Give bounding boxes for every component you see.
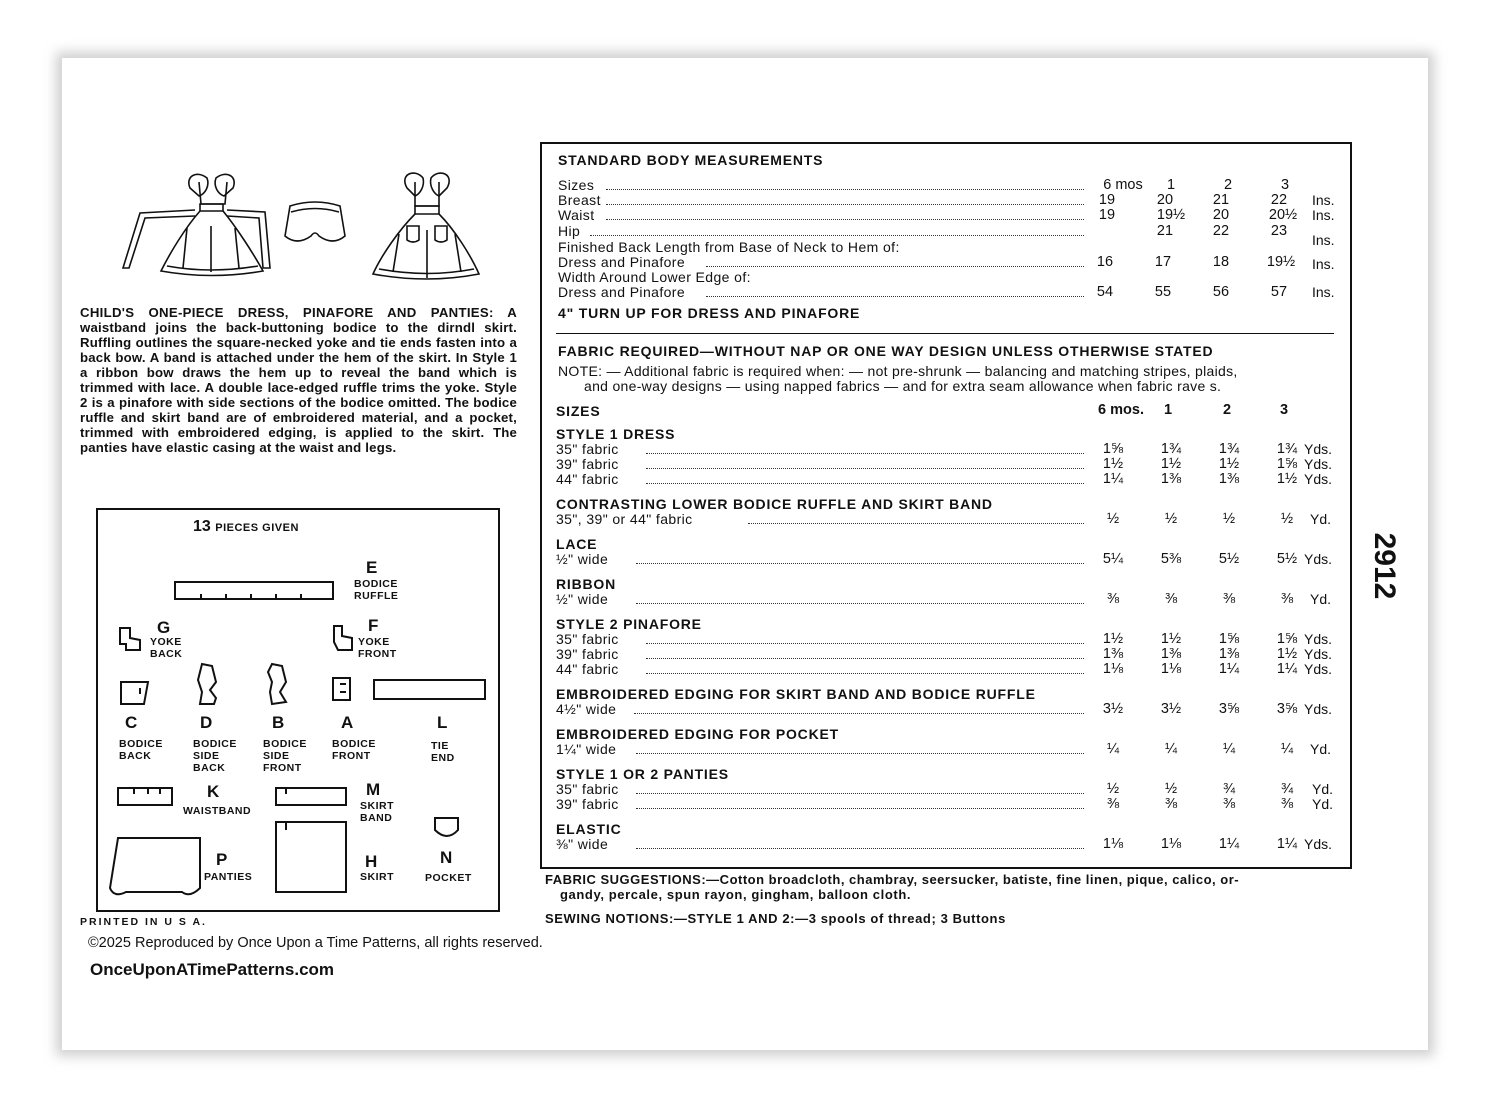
measurement-label: Hip [558,223,581,239]
fabric-value: ½ [1106,511,1120,527]
fabric-size-header: 2 [1222,402,1232,418]
fabric-value: 1⅛ [1160,836,1182,852]
fabric-row-label: 4½" wide [556,701,617,717]
piece-n-shape [435,818,458,836]
back-length-label: Dress and Pinafore [558,254,686,270]
measurement-value: 54 [1096,284,1114,300]
fabric-unit: Yds. [1304,631,1333,647]
size-header: 6 mos [1103,177,1143,193]
fabric-value: 3⅝ [1276,701,1298,717]
leader-dots [706,296,1084,297]
piece-k-shape [118,788,172,805]
fabric-value: ⅜ [1222,591,1236,607]
fabric-value: ⅜ [1164,591,1178,607]
measurement-value: 19½ [1266,254,1296,270]
piece-m-shape [276,788,346,805]
leader-dots [706,266,1084,267]
fabric-row-label: 35" fabric [556,441,619,457]
fabric-unit: Yds. [1304,661,1333,677]
piece-d-label: BODICE SIDE BACK [193,738,237,774]
leader-dots [636,753,1084,754]
fabric-note-line1: NOTE: — Additional fabric is required when: — not pre-shrunk — balancing and matching stripes, plaids, [558,363,1238,379]
fabric-unit: Yds. [1304,836,1333,852]
fabric-suggestions-line2: gandy, percale, spun rayon, gingham, balloon cloth. [560,887,912,902]
leader-dots [606,204,1084,205]
fabric-value: ⅜ [1106,796,1120,812]
garment-illustrations [115,168,515,286]
measurement-label: Waist [558,207,595,223]
fabric-section-title: EMBROIDERED EDGING FOR POCKET [556,726,839,742]
measurement-value: 20½ [1268,207,1298,223]
piece-c-shape [121,682,148,704]
fabric-section-title: EMBROIDERED EDGING FOR SKIRT BAND AND BODICE RUFFLE [556,686,1036,702]
fabric-unit: Yd. [1310,741,1332,757]
fabric-value: ¼ [1280,741,1294,757]
fabric-value: 1¼ [1218,661,1240,677]
piece-c-letter: C [125,713,138,732]
fabric-value: ¾ [1222,781,1236,797]
leader-dots [636,563,1084,564]
fabric-value: 1⅛ [1160,661,1182,677]
fabric-value: 1⅜ [1218,471,1240,487]
measurement-value: 21 [1212,192,1230,208]
measurement-value: 19½ [1156,207,1186,223]
piece-p-shape [110,838,200,894]
fabric-value: 1⅜ [1218,646,1240,662]
piece-a-letter: A [341,713,354,732]
section-divider [556,333,1334,334]
fabric-value: 1¼ [1102,471,1124,487]
back-length-heading: Finished Back Length from Base of Neck to Hem of: [558,239,900,255]
leader-dots [636,808,1084,809]
copyright-notice: ©2025 Reproduced by Once Upon a Time Patterns, all rights reserved. [88,935,543,951]
fabric-unit: Yd. [1310,511,1332,527]
fabric-value: 1½ [1276,646,1298,662]
fabric-value: 1½ [1160,631,1182,647]
measurement-value: 55 [1154,284,1172,300]
measurement-value: 23 [1270,223,1288,239]
width-heading: Width Around Lower Edge of: [558,269,751,285]
piece-k-letter: K [207,782,220,801]
piece-f-label: YOKE FRONT [358,636,397,660]
piece-h-letter: H [365,852,378,871]
piece-l-letter: L [437,713,448,732]
leader-dots [636,848,1084,849]
fabric-value: 3½ [1160,701,1182,717]
measurement-value: 20 [1156,192,1174,208]
measurement-unit: Ins. [1312,232,1335,248]
fabric-value: 1⅜ [1102,646,1124,662]
fabric-section-title: LACE [556,536,598,552]
fabric-row-label: ½" wide [556,551,609,567]
fabric-section-title: RIBBON [556,576,617,592]
pattern-description [80,305,517,455]
fabric-row-label: 35" fabric [556,781,619,797]
piece-c-label: BODICE BACK [119,738,163,762]
fabric-unit: Yd. [1312,781,1334,797]
fabric-unit: Yd. [1310,591,1332,607]
fabric-value: ⅜ [1106,591,1120,607]
fabric-value: 1½ [1160,456,1182,472]
piece-l-shape [374,680,485,699]
fabric-value: 1¾ [1218,441,1240,457]
fabric-value: 1⅝ [1276,631,1298,647]
measurement-value: 56 [1212,284,1230,300]
printed-in-usa: PRINTED IN U S A. [80,916,207,928]
leader-dots [646,453,1084,454]
measurement-unit: Ins. [1312,192,1335,208]
leader-dots [606,219,1084,220]
sewing-notions: SEWING NOTIONS:—STYLE 1 AND 2:—3 spools of thread; 3 Buttons [545,911,1006,926]
fabric-value: 1¼ [1218,836,1240,852]
fabric-value: 1½ [1102,456,1124,472]
fabric-value: 1⅝ [1276,456,1298,472]
leader-dots [590,235,1084,236]
fabric-section-title: STYLE 1 OR 2 PANTIES [556,766,729,782]
website-url: OnceUponATimePatterns.com [90,960,335,979]
fabric-row-label: ⅜" wide [556,836,609,852]
piece-m-letter: M [366,780,381,799]
piece-a-label: BODICE FRONT [332,738,376,762]
piece-b-letter: B [272,713,285,732]
fabric-unit: Yds. [1304,646,1333,662]
fabric-row-label: 39" fabric [556,646,619,662]
fabric-unit: Yd. [1312,796,1334,812]
fabric-row-label: 35", 39" or 44" fabric [556,511,693,527]
measurement-value: 22 [1270,192,1288,208]
piece-m-label: SKIRT BAND [360,800,394,824]
fabric-row-label: 39" fabric [556,796,619,812]
fabric-value: 5½ [1218,551,1240,567]
measurement-value: 20 [1212,207,1230,223]
fabric-unit: Yds. [1304,471,1333,487]
fabric-row-label: 44" fabric [556,661,619,677]
width-label: Dress and Pinafore [558,284,686,300]
piece-d-shape [198,664,216,704]
fabric-value: ½ [1106,781,1120,797]
piece-g-letter: G [157,618,171,637]
fabric-value: ½ [1164,511,1178,527]
leader-dots [646,643,1084,644]
piece-g-shape [120,628,140,650]
measurement-value: 22 [1212,223,1230,239]
fabric-value: 5½ [1276,551,1298,567]
size-header: 1 [1166,177,1176,193]
fabric-value: 1¾ [1276,441,1298,457]
measurement-unit: Ins. [1312,256,1335,272]
leader-dots [646,468,1084,469]
leader-dots [636,793,1084,794]
piece-b-label: BODICE SIDE FRONT [263,738,307,774]
fabric-unit: Yds. [1304,441,1333,457]
piece-b-shape [268,664,286,704]
fabric-size-header: 1 [1163,402,1173,418]
fabric-value: 1½ [1102,631,1124,647]
fabric-row-label: 35" fabric [556,631,619,647]
fabric-value: ½ [1222,511,1236,527]
piece-e-label: BODICE RUFFLE [354,578,399,602]
measurement-value: 19 [1098,192,1116,208]
fabric-value: 1⅜ [1160,471,1182,487]
leader-dots [634,713,1084,714]
leader-dots [646,483,1084,484]
style-2-pinafore-illustration [373,173,479,279]
fabric-value: 1⅛ [1102,661,1124,677]
measurement-label: Breast [558,192,601,208]
piece-f-shape [334,626,352,650]
pattern-number-wrapper [1360,532,1410,600]
fabric-sizes-label: SIZES [556,403,601,419]
pieces-heading-text: PIECES GIVEN [215,522,299,534]
piece-e-letter: E [366,558,378,577]
fabric-value: 1½ [1276,471,1298,487]
fabric-value: ½ [1164,781,1178,797]
turn-up-note: 4" TURN UP FOR DRESS AND PINAFORE [558,305,861,321]
fabric-unit: Yds. [1304,701,1333,717]
fabric-value: ⅜ [1280,591,1294,607]
measurement-value: 21 [1156,223,1174,239]
fabric-value: 5¼ [1102,551,1124,567]
piece-k-label: WAISTBAND [183,805,252,817]
piece-h-shape [276,822,346,892]
size-header: 3 [1280,177,1290,193]
piece-p-label: PANTIES [204,871,253,883]
fabric-value: 1⅝ [1102,441,1124,457]
size-header: 2 [1223,177,1233,193]
pieces-count: 13 [193,518,211,535]
pattern-number: 2912 [1368,532,1401,600]
measurements-heading: STANDARD BODY MEASUREMENTS [558,152,824,168]
piece-h-label: SKIRT [360,871,394,883]
fabric-value: 1½ [1218,456,1240,472]
fabric-unit: Yds. [1304,456,1333,472]
measurement-value: 16 [1096,254,1114,270]
fabric-value: ¾ [1280,781,1294,797]
fabric-value: 5⅜ [1160,551,1182,567]
fabric-value: ¼ [1222,741,1236,757]
measurement-value: 18 [1212,254,1230,270]
piece-n-label: POCKET [425,872,472,884]
fabric-heading: FABRIC REQUIRED—WITHOUT NAP OR ONE WAY DESIGN UNLESS OTHERWISE STATED [558,343,1214,359]
piece-a-shape [333,678,350,700]
description-title: CHILD'S ONE-PIECE DRESS, PINAFORE AND PANTIES: [80,305,494,320]
fabric-section-title: CONTRASTING LOWER BODICE RUFFLE AND SKIRT BAND [556,496,993,512]
fabric-value: 1¼ [1276,661,1298,677]
fabric-value: 1¾ [1160,441,1182,457]
panties-illustration [285,202,345,241]
fabric-unit: Yds. [1304,551,1333,567]
fabric-row-label: ½" wide [556,591,609,607]
piece-e-shape [175,582,333,599]
leader-dots [748,523,1084,524]
fabric-value: ¼ [1106,741,1120,757]
leader-dots [646,673,1084,674]
fabric-value: ⅜ [1164,796,1178,812]
fabric-value: ½ [1280,511,1294,527]
sizes-label: Sizes [558,177,595,193]
fabric-value: 1¼ [1276,836,1298,852]
pattern-piece-shapes [96,508,498,910]
fabric-value: ⅜ [1222,796,1236,812]
fabric-value: ¼ [1164,741,1178,757]
fabric-value: ⅜ [1280,796,1294,812]
fabric-row-label: 44" fabric [556,471,619,487]
leader-dots [646,658,1084,659]
fabric-suggestions-line1: FABRIC SUGGESTIONS:—Cotton broadcloth, chambray, seersucker, batiste, fine linen, pique, calico, or- [545,872,1240,887]
style-1-dress-illustration [123,174,270,275]
fabric-value: 1⅜ [1160,646,1182,662]
piece-g-label: YOKE BACK [150,636,183,660]
fabric-value: 3⅝ [1218,701,1240,717]
leader-dots [606,189,1084,190]
piece-n-letter: N [440,848,453,867]
measurement-unit: Ins. [1312,207,1335,223]
description-body: A waistband joins the back-buttoning bodice to the dirndl skirt. Ruffling outlines the square-necked yoke and tie ends fasten into a back bow. A band is attached under the hem of the skirt. In Style 1 a ribbon bow draws the hem up to reveal the band which is trimmed with lace. A double lace-edged ruffle trims the yoke. Style 2 is a pinafore with side sections of the bodice omitted. The bodice ruffle and skirt band are of embroidered material, and a pocket, trimmed with embroidered edging, is applied to the skirt. The panties have elastic casing at the waist and legs. [80,305,517,455]
fabric-row-label: 39" fabric [556,456,619,472]
fabric-section-title: ELASTIC [556,821,622,837]
piece-l-label: TIE END [431,740,455,764]
fabric-size-header: 6 mos. [1098,402,1144,418]
piece-p-letter: P [216,850,228,869]
fabric-size-header: 3 [1279,402,1289,418]
fabric-note-line2: and one-way designs — using napped fabrics — and for extra seam allowance when fabric rave s. [584,378,1222,394]
fabric-value: 1⅛ [1102,836,1124,852]
measurement-value: 57 [1270,284,1288,300]
fabric-value: 1⅝ [1218,631,1240,647]
piece-f-letter: F [368,616,379,635]
measurement-value: 19 [1098,207,1116,223]
measurement-unit: Ins. [1312,284,1335,300]
fabric-value: 3½ [1102,701,1124,717]
fabric-section-title: STYLE 1 DRESS [556,426,676,442]
fabric-row-label: 1¼" wide [556,741,617,757]
piece-d-letter: D [200,713,213,732]
measurement-value: 17 [1154,254,1172,270]
leader-dots [636,603,1084,604]
fabric-section-title: STYLE 2 PINAFORE [556,616,702,632]
